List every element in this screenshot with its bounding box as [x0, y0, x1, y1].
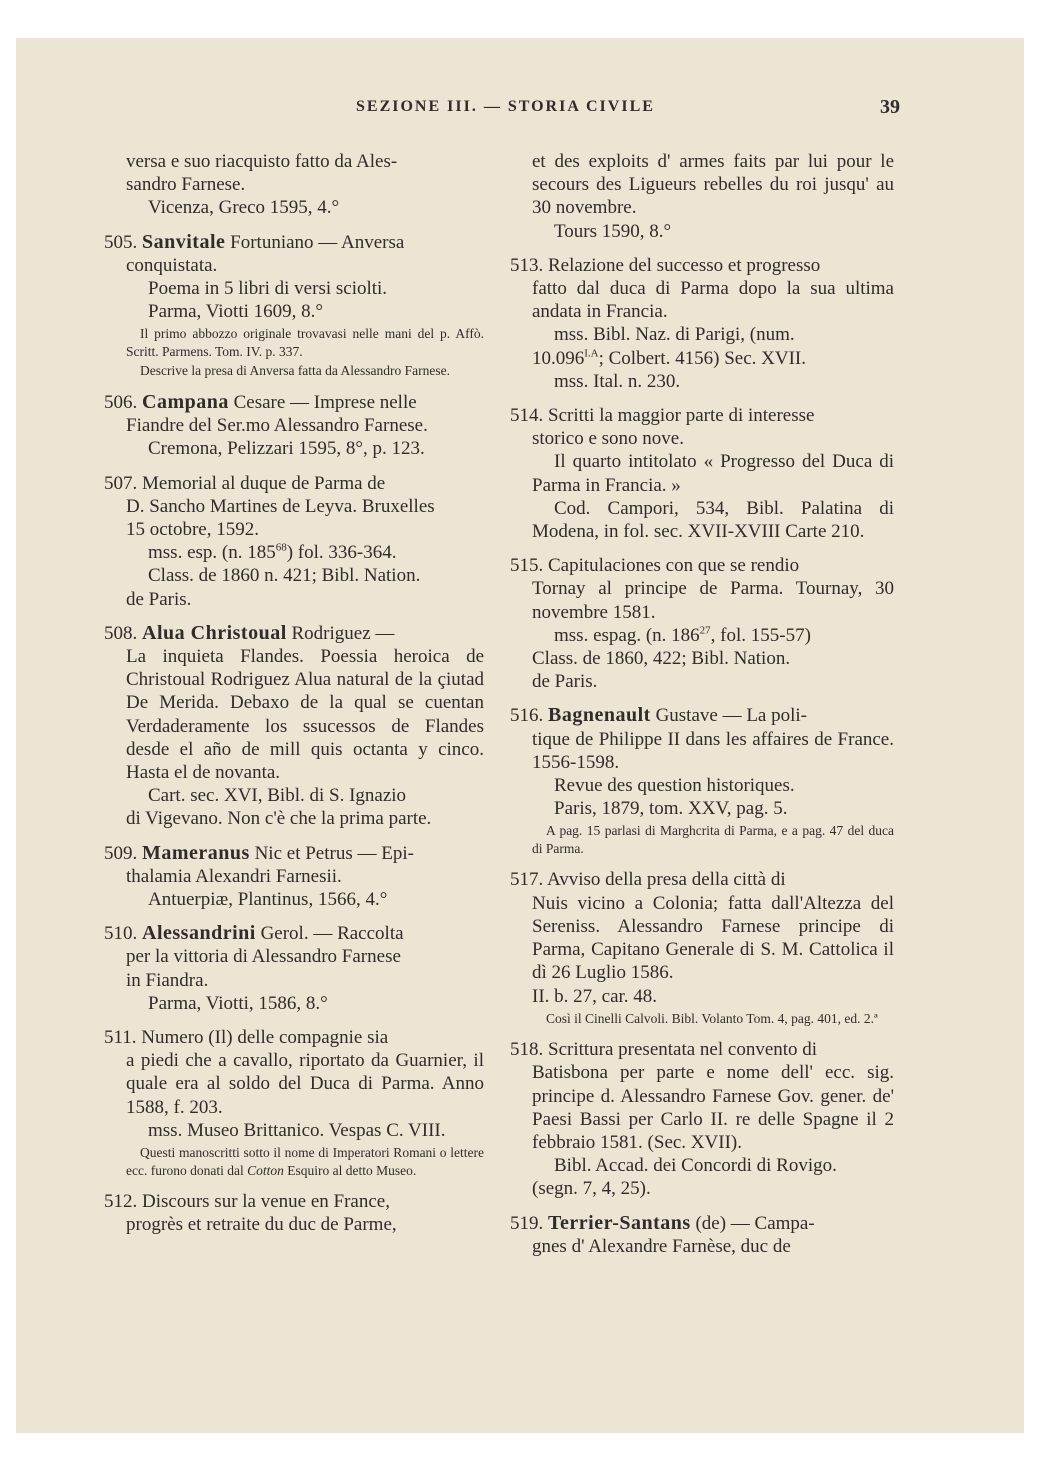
entry-text: Class. de 1860, 422; Bibl. Nation. — [532, 648, 791, 670]
entry-imprint: Vicenza, Greco 1595, 4.° — [148, 197, 340, 219]
superscript: I.A — [584, 347, 599, 360]
section-title: SEZIONE III. — STORIA CIVILE — [356, 98, 655, 115]
entry-text: Memorial al duque de Parma de — [142, 472, 386, 494]
entry-text: et des exploits d' armes faits par lui pour le secours des Ligueurs rebelles du roi jusqu' au 30 novembre. — [532, 151, 894, 219]
entry-imprint: Antuerpiæ, Plantinus, 1566, 4.° — [148, 888, 388, 910]
entry-text: (de) — Campa- — [695, 1212, 815, 1234]
entry-heading — [104, 1026, 484, 1049]
entry-note: Così il Cinelli Calvoli. Bibl. Volanto Tom. 4, pag. 401, ed. 2.ª — [546, 1010, 878, 1026]
entry-text: versa e suo riacquisto fatto da Ales- — [126, 151, 398, 172]
entry-text: mss. espag. (n. 186 — [554, 624, 700, 646]
entry-text: Relazione del successo et progresso — [548, 254, 821, 276]
entry-text: storico e sono nove. — [532, 428, 684, 450]
entry-text: Numero (Il) delle compagnie sia — [141, 1027, 389, 1048]
entry-author: Alua Christoual — [142, 621, 287, 644]
entry-shelfmark: Bibl. Accad. dei Concordi di Rovigo. — [554, 1155, 837, 1177]
entry-508 — [104, 622, 484, 831]
entry-text: Class. de 1860 n. 421; Bibl. Nation. — [148, 565, 421, 587]
entry-heading — [104, 1190, 484, 1213]
entry-text: , fol. 155-57) — [710, 624, 811, 646]
entry-text: conquistata. — [126, 254, 218, 276]
entry-text: de Paris. — [126, 588, 192, 610]
entry-imprint: Tours 1590, 8.° — [554, 220, 672, 242]
entry-shelfmark: II. b. 27, car. 48. — [532, 985, 658, 1007]
entry-number: 512. — [104, 1191, 138, 1213]
book-page — [16, 38, 1024, 1433]
entry-text: gnes d' Alexandre Farnèse, duc de — [532, 1235, 791, 1257]
entry-text: Gustave — La poli- — [655, 705, 807, 727]
entry-heading — [510, 404, 894, 427]
entry-author: Alessandrini — [142, 922, 256, 945]
entry-text: Nic et Petrus — Epi- — [254, 842, 414, 864]
entry-author: Sanvitale — [142, 230, 226, 253]
entry-506 — [104, 391, 484, 461]
entry-heading — [510, 254, 894, 277]
entry-text: Cesare — Imprese nelle — [233, 391, 417, 413]
entry-text: Il quarto intitolato « Progresso del Duca di Parma in Francia. » — [532, 451, 894, 496]
entry-text: 15 octobre, 1592. — [126, 518, 259, 540]
entry-shelfmark — [104, 541, 484, 564]
entry-515 — [510, 554, 894, 693]
entry-shelfmark: mss. Museo Brittanico. Vespas C. VIII. — [148, 1119, 446, 1141]
entry-507 — [104, 472, 484, 611]
entry-text: fatto dal duca di Parma dopo la sua ultima andata in Francia. — [532, 278, 894, 323]
entry-text: Rodriguez — — [291, 622, 395, 644]
entry-517 — [510, 868, 894, 1027]
entry-514 — [510, 404, 894, 543]
entry-note: A pag. 15 parlasi di Marghcrita di Parma, e a pag. 47 del duca di Parma. — [532, 823, 894, 856]
superscript: 27 — [699, 624, 711, 637]
entry-shelfmark: mss. Bibl. Naz. di Parigi, (num. — [554, 324, 795, 346]
entry-heading — [104, 472, 484, 495]
entry-number: 505. — [104, 231, 138, 253]
entry-text: Batisbona per parte e nome dell' ecc. sig. principe d. Alessandro Farnese Gov. gener. de' Paesi Bassi per Carlo II. re delle Spagne il 2 febbraio 1581. (Sec. XVII). — [532, 1062, 894, 1154]
entry-text: sandro Farnese. — [126, 174, 246, 196]
entry-text: Questi manoscritti sotto il nome di Imperatori Romani o lettere ecc. furono donati dal — [126, 1145, 484, 1178]
entry-513 — [510, 254, 894, 393]
entry-text: thalamia Alexandri Farnesii. — [126, 865, 342, 887]
entry-heading — [104, 922, 484, 945]
entry-heading — [510, 554, 894, 577]
entry-text: de Paris. — [532, 671, 598, 693]
entry-number: 506. — [104, 391, 138, 413]
entry-number: 511. — [104, 1027, 137, 1048]
entry-text: a piedi che a cavallo, riportato da Guarnier, il quale era al soldo del Duca di Parma. Anno 1588, f. 203. — [126, 1050, 484, 1118]
entry-505 — [104, 231, 484, 380]
entry-text: 10.096 — [532, 347, 585, 369]
entry-511 — [104, 1026, 484, 1179]
entry-imprint: Cremona, Pelizzari 1595, 8°, p. 123. — [148, 438, 425, 460]
entry-text: ) fol. 336-364. — [286, 542, 397, 564]
entry-509 — [104, 842, 484, 912]
entry-text: Poema in 5 libri di versi sciolti. — [148, 278, 388, 300]
entry-text: di Vigevano. Non c'è che la prima parte. — [126, 808, 432, 830]
entry-number: 518. — [510, 1039, 544, 1061]
entry-text: ; Colbert. 4156) Sec. XVII. — [598, 347, 806, 369]
entry-text: D. Sancho Martines de Leyva. Bruxelles — [126, 495, 435, 517]
entry-number: 515. — [510, 555, 544, 577]
running-header — [16, 98, 1024, 124]
entry-text: Cart. sec. XVI, Bibl. di S. Ignazio — [148, 785, 407, 807]
entry-number: 514. — [510, 405, 544, 427]
entry-note: Il primo abbozzo originale trovavasi nelle mani del p. Affò. Scritt. Parmens. Tom. IV. p. 337. — [126, 326, 484, 359]
entry-text: Scrittura presentata nel convento di — [548, 1039, 818, 1061]
entry-text: Capitulaciones con que se rendio — [548, 555, 800, 577]
entry-author: Mameranus — [142, 841, 250, 864]
entry-text: Cotton — [247, 1162, 284, 1178]
entry-author: Bagnenault — [548, 704, 651, 727]
entry-shelfmark: Cod. Campori, 534, Bibl. Palatina di Modena, in fol. sec. XVII-XVIII Carte 210. — [532, 497, 894, 543]
entry-imprint: Paris, 1879, tom. XXV, pag. 5. — [554, 798, 788, 820]
entry-imprint: Parma, Viotti 1609, 8.° — [148, 301, 323, 323]
entry-number: 510. — [104, 923, 138, 945]
entry-504-continuation — [104, 150, 484, 220]
entry-heading — [510, 704, 894, 727]
entry-number: 519. — [510, 1212, 544, 1234]
entry-author: Terrier-Santans — [548, 1211, 691, 1234]
entry-text: Gerol. — Raccolta — [260, 923, 404, 945]
entry-518 — [510, 1038, 894, 1200]
entry-text: per la vittoria di Alessandro Farnese — [126, 946, 401, 968]
entry-shelfmark — [510, 347, 894, 370]
superscript: 68 — [275, 541, 287, 554]
entry-text: Avviso della presa della città di — [546, 869, 786, 891]
entry-author: Campana — [142, 390, 229, 413]
left-column — [104, 150, 484, 1247]
entry-shelfmark — [510, 624, 894, 647]
entry-shelfmark: (segn. 7, 4, 25). — [532, 1178, 651, 1200]
entry-heading — [510, 1212, 894, 1235]
entry-heading — [510, 868, 894, 891]
entry-text: progrès et retraite du duc de Parme, — [126, 1214, 397, 1236]
entry-512 — [104, 1190, 484, 1236]
right-column — [510, 150, 894, 1269]
entry-text: Fiandre del Ser.mo Alessandro Farnese. — [126, 415, 428, 437]
entry-text: Tornay al principe de Parma. Tournay, 30 novembre 1581. — [532, 578, 894, 623]
entry-text: Fortuniano — Anversa — [230, 231, 405, 253]
entry-number: 516. — [510, 705, 544, 727]
entry-text: Scritti la maggior parte di interesse — [548, 405, 815, 427]
entry-text: Nuis vicino a Colonia; fatta dall'Altezza del Sereniss. Alessandro Farnese principe di Parma, Capitano Generale di S. M. Cattolica il dì 26 Luglio 1586. — [532, 892, 894, 984]
entry-516 — [510, 704, 894, 857]
entry-number: 507. — [104, 472, 138, 494]
entry-number: 509. — [104, 842, 138, 864]
page-number: 39 — [880, 96, 900, 118]
entry-shelfmark: mss. Ital. n. 230. — [554, 370, 681, 392]
entry-text: tique de Philippe II dans les affaires de France. 1556-1598. — [532, 728, 894, 773]
entry-heading — [104, 391, 484, 414]
entry-number: 508. — [104, 622, 138, 644]
entry-519 — [510, 1212, 894, 1258]
entry-heading — [104, 622, 484, 645]
entry-text: La inquieta Flandes. Poessia heroica de Christoual Rodriguez Alua natural de la çiutad De Merida. Debaxo de la qual se cuentan Verdaderamente los ssucessos de Flandes desde el año de mill quis octanta y cinco. Hasta el de novanta. — [126, 645, 484, 783]
entry-number: 517. — [510, 869, 544, 891]
entry-510 — [104, 922, 484, 1015]
entry-heading — [104, 231, 484, 254]
entry-heading — [510, 1038, 894, 1061]
entry-imprint: Parma, Viotti, 1586, 8.° — [148, 992, 328, 1014]
entry-note: Descrive la presa di Anversa fatta da Alessandro Farnese. — [140, 363, 451, 379]
entry-text: in Fiandra. — [126, 969, 209, 991]
entry-number: 513. — [510, 254, 544, 276]
entry-heading — [104, 842, 484, 865]
entry-text: mss. esp. (n. 185 — [148, 542, 276, 564]
entry-text: Discours sur la venue en France, — [142, 1191, 390, 1213]
entry-text: Revue des question historiques. — [554, 775, 795, 797]
entry-512-continuation — [510, 150, 894, 243]
entry-text: Esquiro al detto Museo. — [287, 1162, 417, 1178]
entry-note — [104, 1144, 484, 1179]
